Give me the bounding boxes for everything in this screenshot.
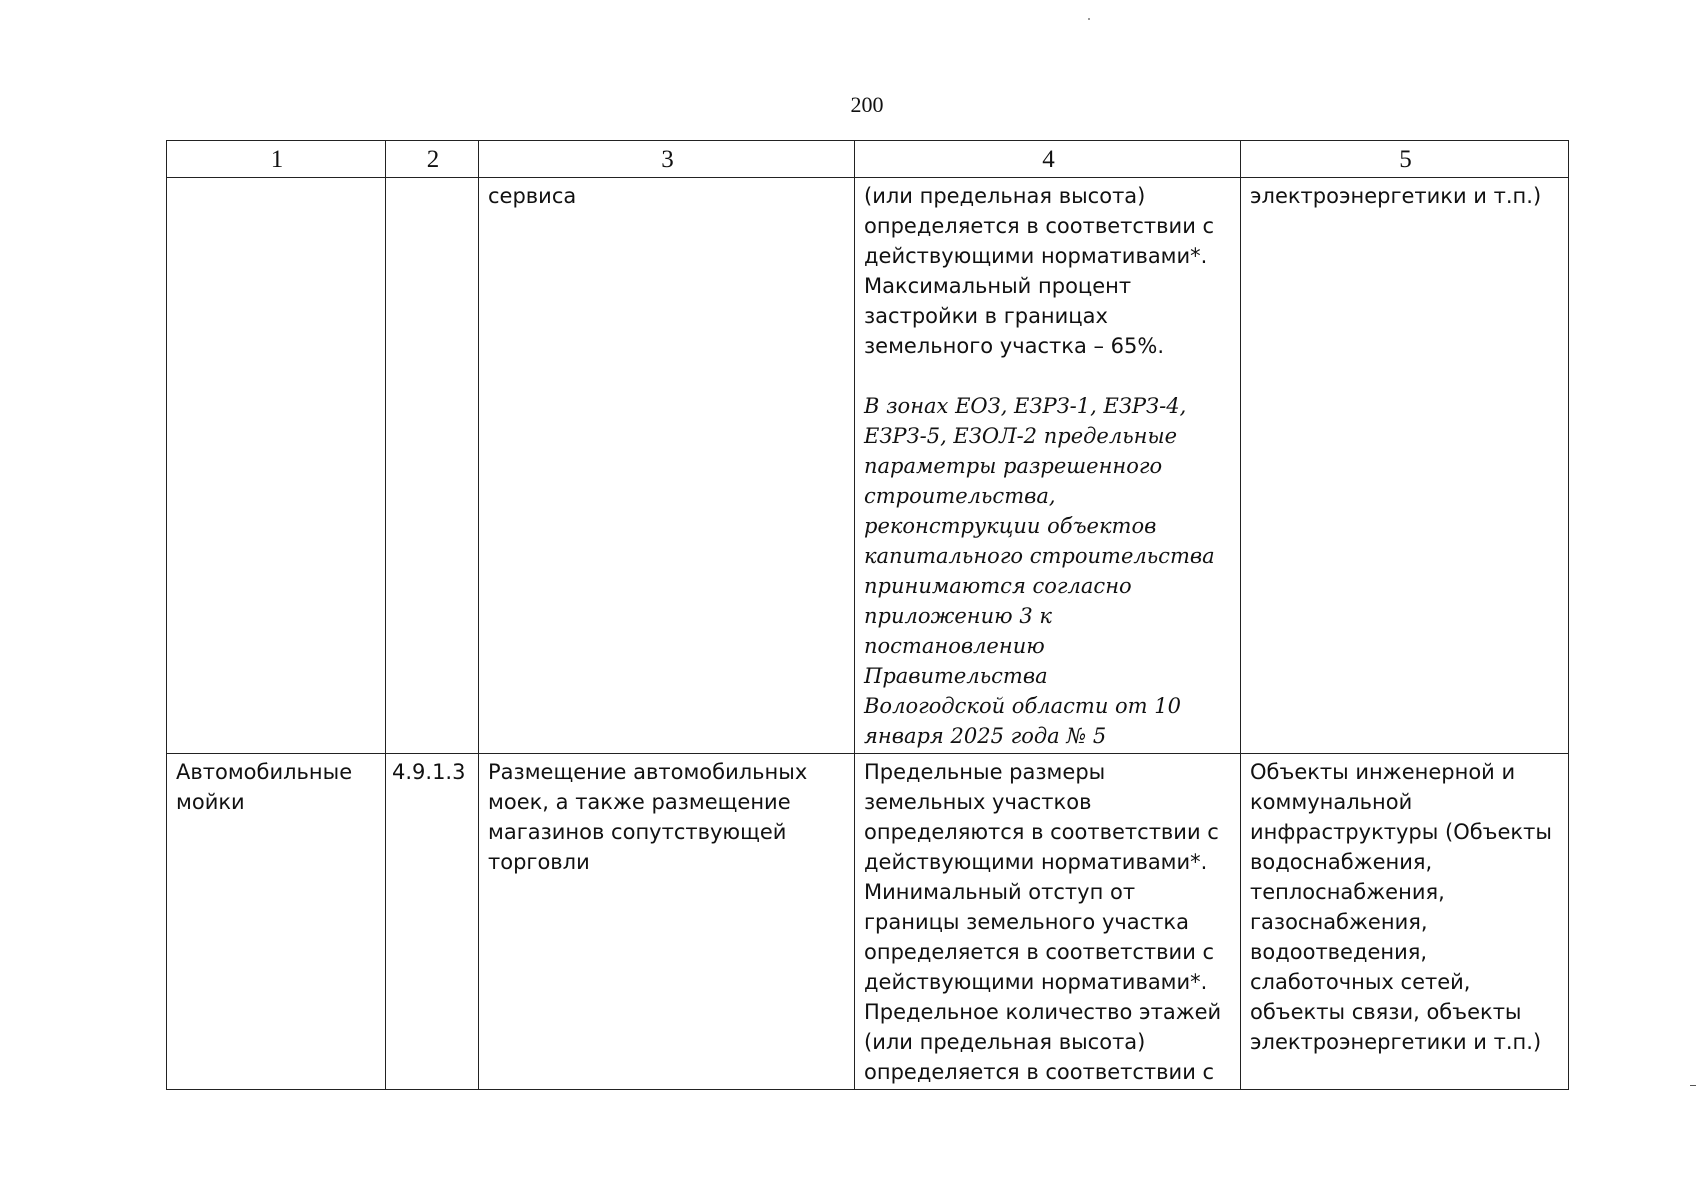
parameters-italic-note: В зонах ЕОЗ, ЕЗРЗ-1, ЕЗРЗ-4, ЕЗРЗ-5, ЕЗОЛ-2 предельные параметры разрешенного строительства, реконструкции объектов капитального строительства принимаются согласно приложению 3 к постановлению Правительства Вологодской области от 10 января 2025 года № 5: [864, 394, 1215, 748]
table-row: [167, 754, 1569, 1090]
header-col-3: 3: [479, 141, 855, 178]
cell-code: 4.9.1.3: [386, 754, 479, 1090]
page-number: 200: [850, 92, 884, 117]
scan-speck: [1690, 1085, 1696, 1086]
header-col-1: 1: [167, 141, 386, 178]
cell-parameters: Предельные размеры земельных участков определяются в соответствии с действующими нормативами*. Минимальный отступ от границы земельного участка определяется в соответствии с действующими нормативами*. Предельное количество этажей (или предельная высота) определяется в соответствии с: [855, 754, 1241, 1090]
cell-code: [386, 178, 479, 754]
cell-objects: Объекты инженерной и коммунальной инфраструктуры (Объекты водоснабжения, теплоснабжения, газоснабжения, водоотведения, слаботочных сетей, объекты связи, объекты электроэнергетики и т.п.): [1241, 754, 1569, 1090]
cell-objects: электроэнергетики и т.п.): [1241, 178, 1569, 754]
cell-parameters: [855, 178, 1241, 754]
header-col-5: 5: [1241, 141, 1569, 178]
header-col-4: 4: [855, 141, 1241, 178]
parameters-text: (или предельная высота) определяется в соответствии с действующими нормативами*. Максимальный процент застройки в границах земельного участка – 65%.: [864, 184, 1215, 358]
cell-name: Автомобильные мойки: [167, 754, 386, 1090]
cell-description: сервиса: [479, 178, 855, 754]
scan-speck: [1088, 18, 1090, 20]
cell-description: Размещение автомобильных моек, а также размещение магазинов сопутствующей торговли: [479, 754, 855, 1090]
cell-name: [167, 178, 386, 754]
table-row: [167, 178, 1569, 754]
regulations-table: [166, 140, 1569, 1090]
table-header-row: [167, 141, 1569, 178]
header-col-2: 2: [386, 141, 479, 178]
